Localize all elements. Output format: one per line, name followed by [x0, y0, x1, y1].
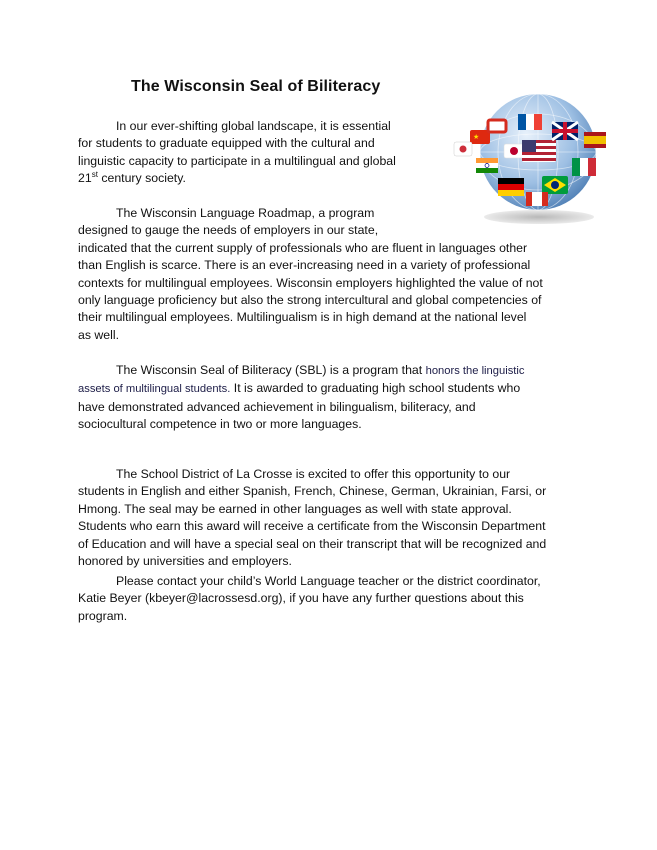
text-line: Please contact your child’s World Language teacher or the district coordinator,: [116, 574, 541, 588]
flag-spain: [584, 132, 606, 148]
paragraph-intro: [78, 118, 583, 188]
paragraph-roadmap: [78, 205, 583, 344]
svg-text:★: ★: [473, 133, 480, 141]
paragraph-contact: [78, 573, 583, 625]
text-line: indicated that the current supply of professionals who are fluent in languages other: [78, 240, 528, 255]
text-line: [78, 380, 583, 398]
text-line: sociocultural competence in two or more languages.: [78, 417, 362, 432]
text-fragment: It is awarded to graduating high school students who: [230, 381, 521, 396]
text-line: contexts for multilingual employees. Wisconsin employers highlighted the value of not: [78, 275, 543, 290]
text-line: [78, 170, 583, 187]
highlighted-text: honors the linguistic: [425, 365, 525, 377]
paragraph-la-crosse: [78, 466, 583, 570]
text-line: [78, 362, 583, 380]
text-line: The School District of La Crosse is excited to offer this opportunity to our: [116, 467, 511, 481]
flag-canada-2: [526, 192, 548, 206]
text-line: for students to graduate equipped with the cultural and: [78, 136, 375, 151]
text-fragment: century society.: [97, 171, 186, 186]
text-line: linguistic capacity to participate in a multilingual and global: [78, 153, 396, 168]
text-line: Hmong. The seal may be earned in other languages as well with state approval.: [78, 501, 512, 516]
text-line: designed to gauge the needs of employers in our state,: [78, 223, 379, 238]
highlighted-text: assets of multilingual students.: [78, 383, 231, 396]
ordinal-number: 21: [78, 171, 92, 186]
document-title: The Wisconsin Seal of Biliteracy: [131, 78, 381, 95]
text-line: as well.: [78, 327, 120, 342]
paragraph-sbl: [78, 362, 583, 434]
text-line: than English is scarce. There is an ever-increasing need in a variety of professional: [78, 258, 531, 273]
text-line: have demonstrated advanced achievement in bilingualism, biliteracy, and: [78, 399, 476, 414]
text-fragment: The Wisconsin Seal of Biliteracy (SBL) is a program that: [116, 363, 426, 377]
text-line: Students who earn this award will receive a certificate from the Wisconsin Department: [78, 519, 546, 534]
text-line: students in English and either Spanish, French, Chinese, German, Ukrainian, Farsi, or: [78, 484, 547, 499]
text-line: honored by universities and employers.: [78, 554, 292, 569]
text-line: In our ever-shifting global landscape, it is essential: [116, 119, 391, 133]
ordinal-suffix: st: [91, 170, 98, 180]
text-line: program.: [78, 608, 128, 623]
text-line: The Wisconsin Language Roadmap, a program: [116, 206, 375, 220]
text-line: their multilingual employees. Multilingualism is in high demand at the national level: [78, 310, 527, 325]
text-line: Katie Beyer (kbeyer@lacrossesd.org), if you have any further questions about this: [78, 591, 524, 606]
text-line: only language proficiency but also the strong intercultural and global competencies of: [78, 293, 542, 308]
text-line: of Education and will have a special seal on their transcript that will be recognized and: [78, 536, 547, 551]
